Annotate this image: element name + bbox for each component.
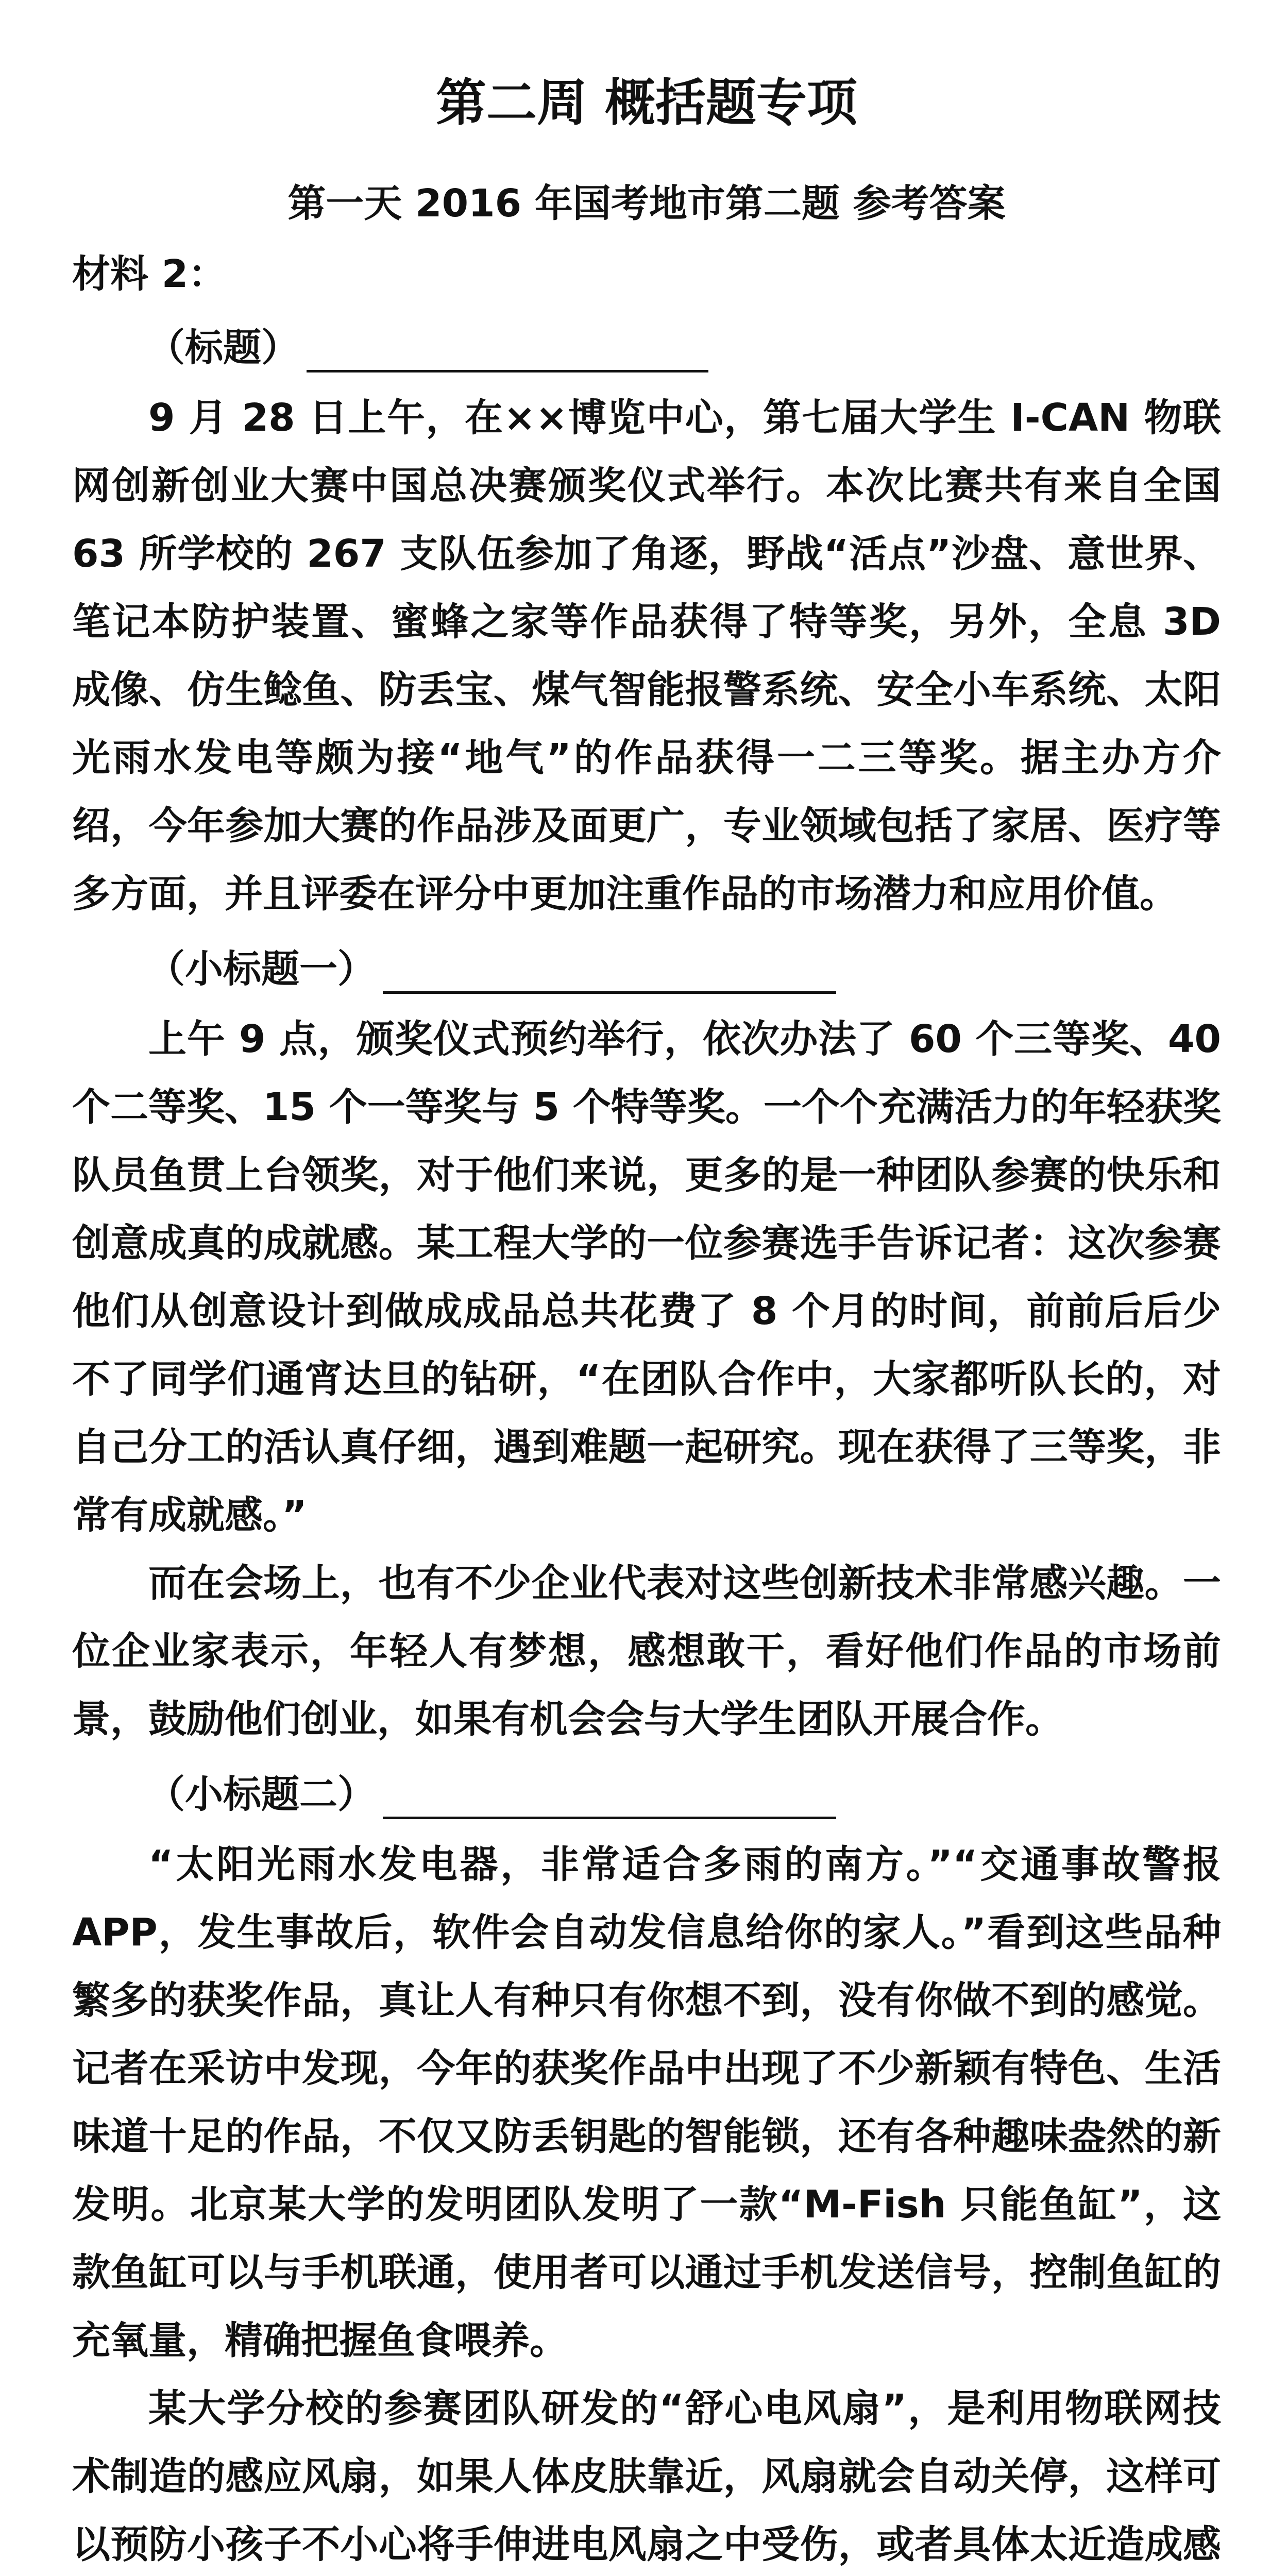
paragraph-ceremony: 上午 9 点，颁奖仪式预约举行，依次办法了 60 个三等奖、40 个二等奖、15 个一等奖与 5 个特等奖。一个个充满活力的年轻获奖队员鱼贯上台领奖，对于他们来说，更多的是一种团队参赛的快乐和创意成真的成就感。某工程大学的一位参赛选手告诉记者：这次参赛他们从创意设计到做成成品总共花费了 8 个月的时间，前前后后少不了同学们通宵达旦的钻研，“在团队合作中，大家都听队长的，对自己分工的活认真仔细，遇到难题一起研究。现在获得了三等奖，非常有成就感。” bbox=[72, 1017, 1221, 1537]
page-subtitle: 第一天 2016 年国考地市第二题 参考答案 bbox=[287, 181, 1006, 226]
subheading-one-blank[interactable] bbox=[383, 955, 836, 994]
paragraph-enterprise: 而在会场上，也有不少企业代表对这些创新技术非常感兴趣。一位企业家表示，年轻人有梦想，感想敢干，看好他们作品的市场前景，鼓励他们创业，如果有机会会与大学生团队开展合作。 bbox=[72, 1561, 1221, 1741]
title-heading-row bbox=[72, 312, 1221, 384]
title-answer-blank[interactable] bbox=[307, 334, 708, 372]
subheading-two-blank[interactable] bbox=[383, 1781, 836, 1819]
subheading-two-row bbox=[72, 1758, 1221, 1831]
paragraph-intro: 9 月 28 日上午，在××博览中心，第七届大学生 I-CAN 物联网创新创业大赛中国总决赛颁奖仪式举行。本次比赛共有来自全国 63 所学校的 267 支队伍参加了角逐，野战“活点”沙盘、意世界、笔记本防护装置、蜜蜂之家等作品获得了特等奖，另外，全息 3D 成像、仿生鲶鱼、防丢宝、煤气智能报警系统、安全小车系统、太阳光雨水发电等颇为接“地气”的作品获得一二三等奖。据主办方介绍，今年参加大赛的作品涉及面更广，专业领域包括了家居、医疗等多方面，并且评委在评分中更加注重作品的市场潜力和应用价值。 bbox=[72, 396, 1221, 916]
paragraph-fan: 某大学分校的参赛团队研发的“舒心电风扇”，是利用物联网技术制造的感应风扇，如果人体皮肤靠近，风扇就会自动关停，这样可以预防小孩子不小心将手伸进电风扇之中受伤，或者具体太近造成感 bbox=[72, 2386, 1221, 2567]
subheading-two-label: （小标题二） bbox=[147, 1772, 376, 1817]
title-heading-label: （标题） bbox=[147, 326, 299, 370]
paragraph-inventions: “太阳光雨水发电器，非常适合多雨的南方。”“交通事故警报 APP，发生事故后，软件会自动发信息给你的家人。”看到这些品种繁多的获奖作品，真让人有种只有你想不到，没有你做不到的感觉。记者在采访中发现，今年的获奖作品中出现了不少新颖有特色、生活味道十足的作品，不仅又防丢钥匙的智能锁，还有各种趣味盎然的新发明。北京某大学的发明团队发明了一款“M-Fish 只能鱼缸”，这款鱼缸可以与手机联通，使用者可以通过手机发送信号，控制鱼缸的充氧量，精确把握鱼食喂养。 bbox=[72, 1842, 1221, 2363]
material-label: 材料 2： bbox=[72, 252, 227, 296]
subheading-one-label: （小标题一） bbox=[147, 947, 376, 991]
subheading-one-row bbox=[72, 933, 1221, 1005]
page-title: 第二周 概括题专项 bbox=[435, 74, 858, 132]
